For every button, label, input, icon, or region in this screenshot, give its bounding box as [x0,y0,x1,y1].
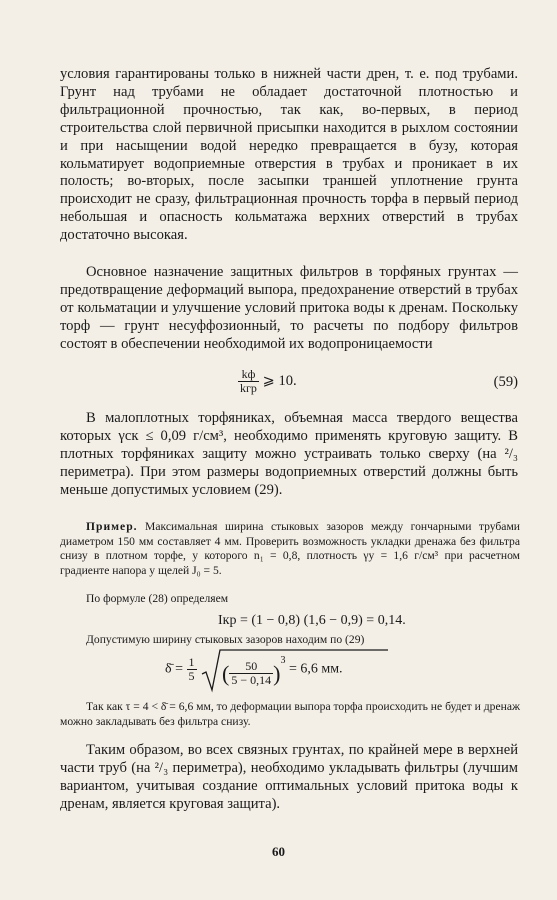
page-number: 60 [272,844,285,859]
open-paren: ( [222,660,230,686]
delta-result: = 6,6 мм. [288,661,343,677]
allowable-width-text: Допустимую ширину стыковых зазоров находим по (29) [86,633,365,646]
example-block [60,520,520,578]
square-root [200,652,285,687]
conclusion-example: Так как τ = 4 < δ̄ = 6,6 мм, то деформации выпора торфа происходить не будет и дренаж можно закладывать без фильтра снизу. [60,700,520,728]
example-text: Максимальная ширина стыковых зазоров между гончарными трубами диаметром 150 мм составляет 4 мм. Проверить возможность укладки дренажа без фильтра снизу в плотном торфе, у которого n₁ = 0,8, плотность γу = 1,6 г/см³ при расчетном градиенте напора у щелей J₀ = 5. [60,520,520,577]
fraction-denominator: kгр [240,381,257,395]
formula-59 [238,368,297,395]
formula-rest: ⩾ 10. [262,372,297,389]
coef-fraction [187,656,197,683]
paragraph-circular-protection: В малоплотных торфяниках, объемная масса твердого вещества которых γск ≤ 0,09 г/см³, необходимо применять круговую защиту. В плотных торфяниках защиту можно устраивать только сверху (на ²/₃ периметра). При этом размеры водоприемных отверстий должны быть меньше допустимых условием (29). [60,410,518,498]
fraction-k [238,368,259,395]
formula-critical-gradient: Iкр = (1 − 0,8) (1,6 − 0,9) = 0,14. [218,613,406,628]
inner-numerator: 50 [229,660,273,674]
paragraph-intro: условия гарантированы только в нижней части дрен, т. е. под трубами. Грунт над трубами не обладает достаточной плотностью и фильтрационной прочностью, так как, во-первых, в период строительства слой первичной присыпки находится в рыхлом состоянии и при насыщении водой нередко превращается в бузу, которая кольматирует водоприемные отверстия в трубах и проникает в их полость; во-вторых, после засыпки траншей уплотнение грунта происходит не сразу, фильтрационная прочность торфа в первый период небольшая и опасность кольматажа верхних отверстий в трубах достаточно высокая. [60,66,518,244]
paragraph-final: Таким образом, во всех связных грунтах, по крайней мере в верхней части труб (на ²/₃ периметра), необходимо укладывать фильтры (лучшим вариантом, учитывая создание оптимальных условий притока воды к дренам, является круговая защита). [60,742,518,812]
inner-denominator: 5 − 0,14 [231,673,272,688]
delta-lhs: δ̄ = [165,661,183,677]
fraction-numerator: kф [238,368,259,382]
exponent: 3 [280,655,286,666]
paragraph-purpose: Основное назначение защитных фильтров в торфяных грунтах — предотвращение деформаций выпора, предохранение отверстий в трубах от кольматации и улучшение условий притока воды к дренам. Поскольку торф — грунт несуффозионный, то расчеты по подбору фильтров состоят в обеспечении необходимой их водопроницаемости [60,264,518,352]
by-formula-text: По формуле (28) определяем [86,592,229,605]
coef-numerator: 1 [188,655,195,670]
example-label: Пример. [86,520,138,533]
radical-sign-icon [200,646,390,694]
close-paren: ) [273,660,281,686]
coef-denominator: 5 [188,669,195,684]
formula-delta [165,652,343,687]
equation-number: (59) [493,374,518,390]
